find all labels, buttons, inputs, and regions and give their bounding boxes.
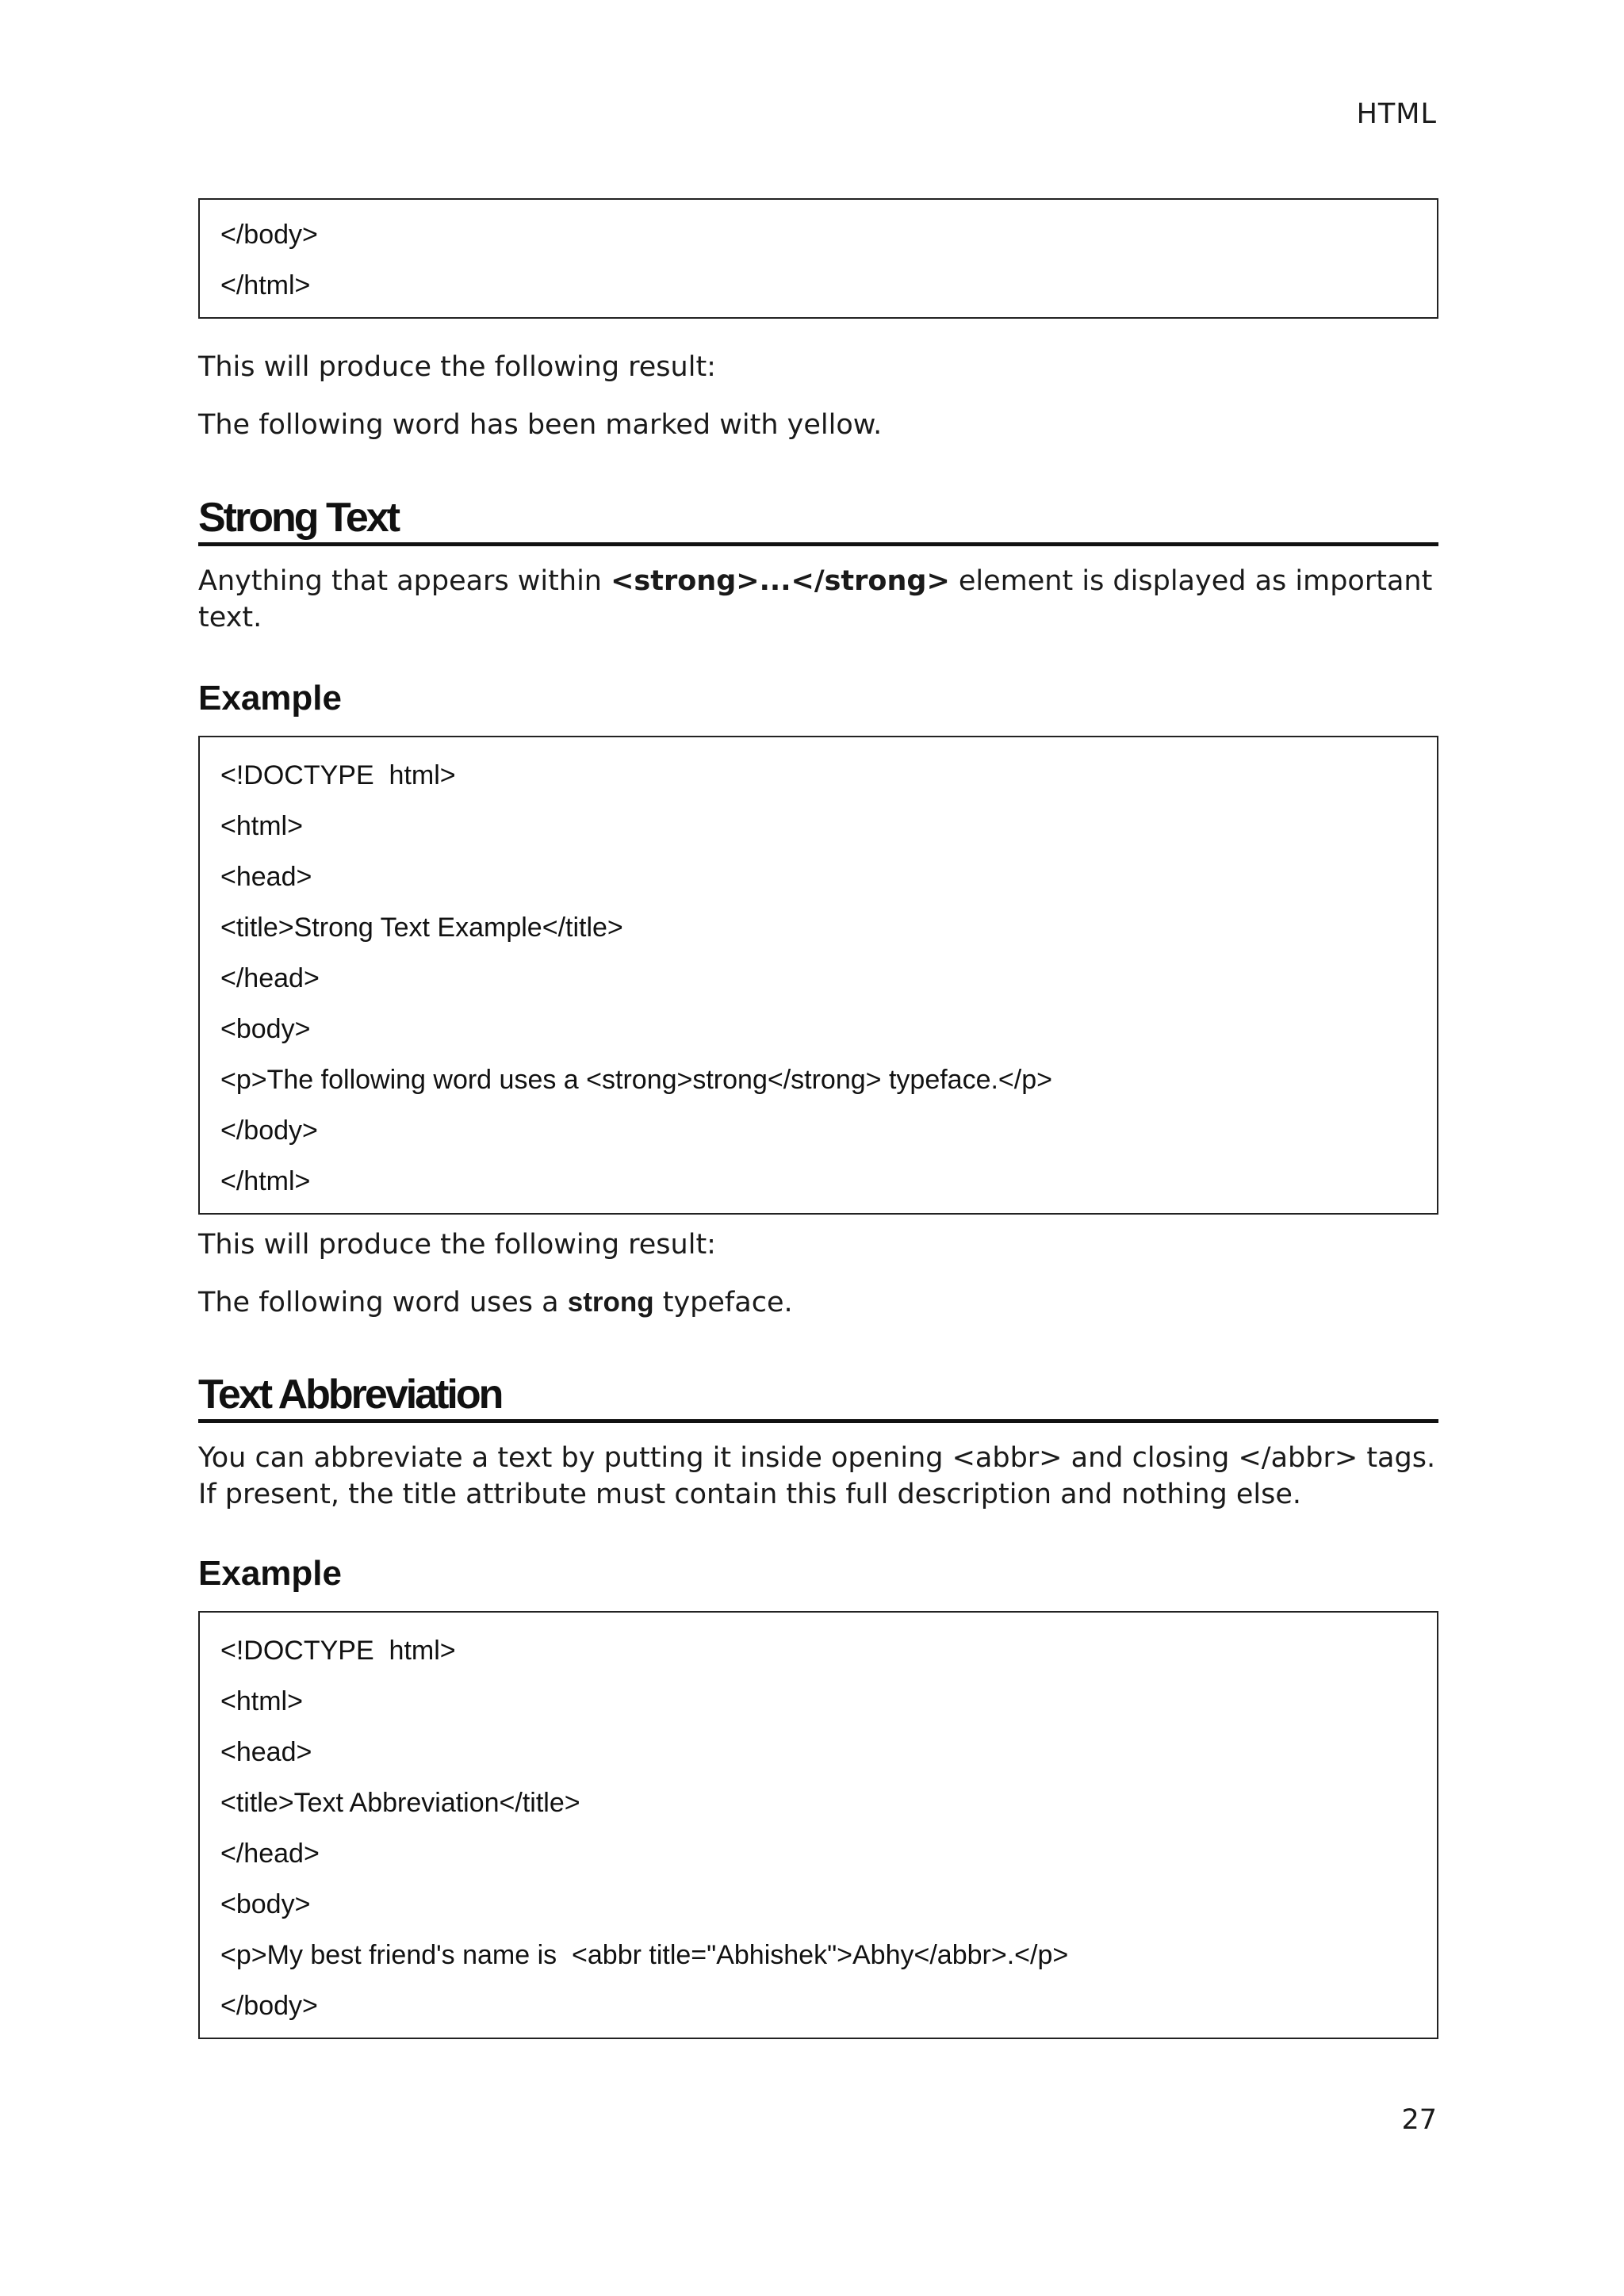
code-line: </html>	[220, 1166, 311, 1196]
strong-result-intro: This will produce the following result:	[198, 1229, 716, 1261]
code-line: <head>	[220, 1737, 312, 1767]
code-line: </head>	[220, 1839, 320, 1869]
result-intro: This will produce the following result:	[198, 351, 716, 383]
code-line: <p>The following word uses a <strong>strong</strong> typeface.</p>	[220, 1065, 1053, 1095]
code-block-closing-tags	[198, 198, 1438, 319]
code-line: <body>	[220, 1889, 311, 1919]
code-line: <html>	[220, 1686, 303, 1716]
strong-desc-before: Anything that appears within	[198, 565, 611, 597]
strong-desc-after: element is displayed as important text.	[198, 565, 1433, 633]
code-line: </body>	[220, 1991, 318, 2021]
code-line: <html>	[220, 811, 303, 841]
strong-desc-code: <strong>...</strong>	[611, 565, 950, 597]
section-title-text-abbreviation: Text Abbreviation	[198, 1370, 1438, 1423]
code-line: </body>	[220, 1115, 318, 1146]
code-line: <title>Text Abbreviation</title>	[220, 1788, 580, 1818]
code-line: </html>	[220, 270, 311, 300]
code-line: <!DOCTYPE html>	[220, 1636, 456, 1666]
code-line: <head>	[220, 862, 312, 892]
result-output: The following word has been marked with yellow.	[198, 409, 883, 441]
example-heading-abbr: Example	[198, 1554, 342, 1593]
running-header: HTML	[1356, 98, 1437, 130]
example-heading-strong: Example	[198, 679, 342, 718]
strong-result-strong: strong	[567, 1287, 654, 1318]
code-line: <title>Strong Text Example</title>	[220, 913, 623, 943]
code-line: <body>	[220, 1014, 311, 1044]
code-line: <p>My best friend's name is <abbr title="Abhishek">Abhy</abbr>.</p>	[220, 1940, 1069, 1970]
strong-result-after: typeface.	[653, 1287, 793, 1318]
code-line: <!DOCTYPE html>	[220, 760, 456, 790]
code-line: </head>	[220, 963, 320, 993]
page-number: 27	[1401, 2104, 1437, 2136]
strong-description	[198, 563, 1438, 636]
strong-result-before: The following word uses a	[198, 1287, 568, 1318]
strong-result-output	[198, 1284, 793, 1321]
code-block-strong-example	[198, 736, 1438, 1215]
abbr-description: You can abbreviate a text by putting it inside opening <abbr> and closing </abbr> tags. If present, the title attribute must contain this full description and nothing else.	[198, 1442, 1436, 1510]
code-line: </body>	[220, 220, 318, 250]
code-block-abbr-example	[198, 1611, 1438, 2039]
section-title-strong-text: Strong Text	[198, 493, 1438, 546]
